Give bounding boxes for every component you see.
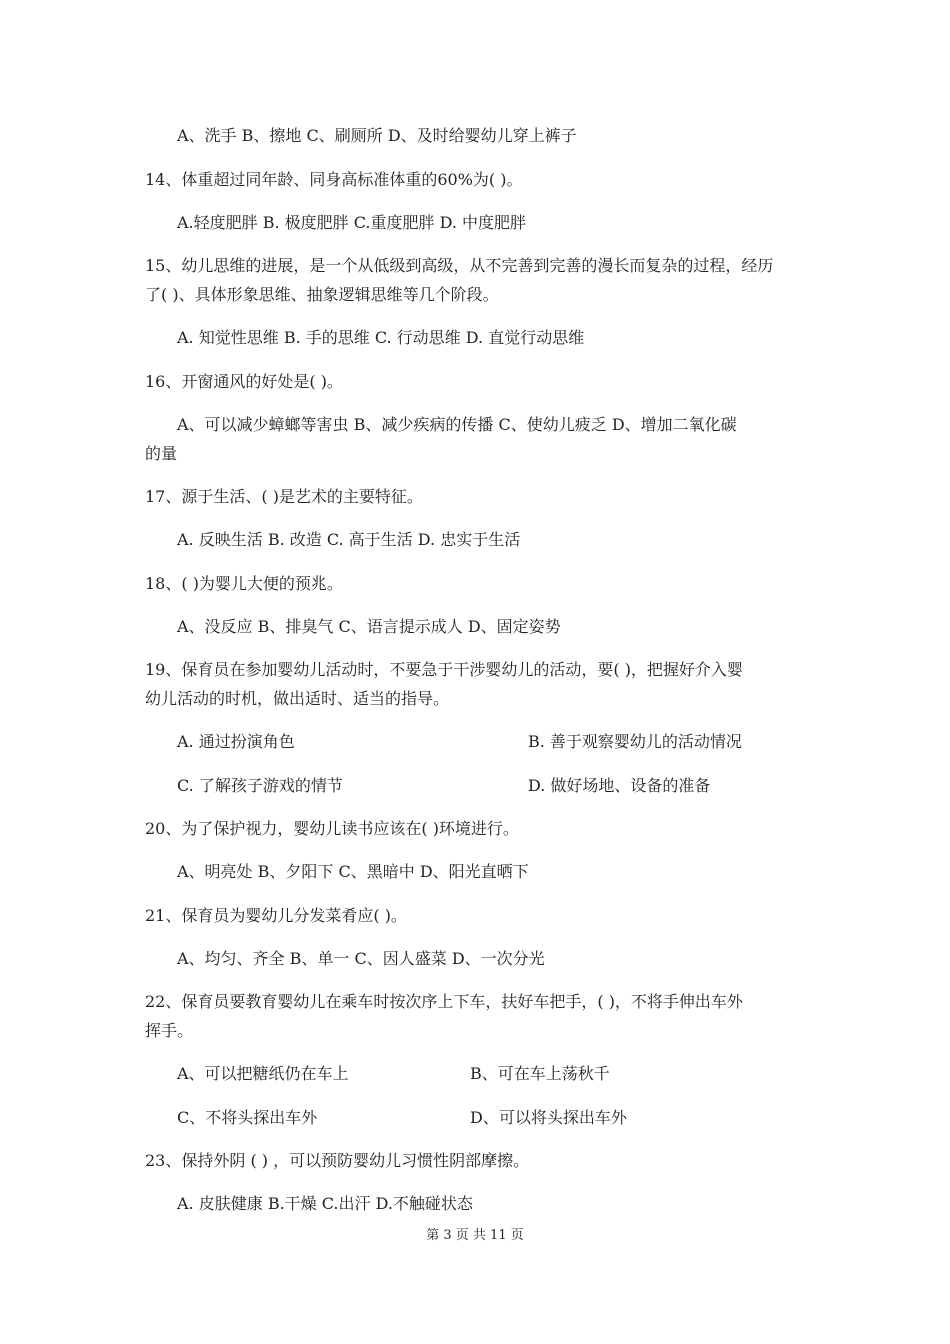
question-22-line2: 挥手。 (145, 1021, 194, 1040)
option-19-c: C. 了解孩子游戏的情节 (177, 776, 343, 795)
option-22-d: D、可以将头探出车外 (470, 1108, 627, 1127)
question-19-line2: 幼儿活动的时机，做出适时、适当的指导。 (145, 689, 450, 708)
page-footer: 第 3 页 共 11 页 (426, 1228, 524, 1243)
options-17: A. 反映生活 B. 改造 C. 高于生活 D. 忠实于生活 (177, 530, 521, 549)
question-14: 14、体重超过同年龄、同身高标准体重的60%为( )。 (145, 170, 523, 189)
options-13: A、洗手 B、擦地 C、刷厕所 D、及时给婴幼儿穿上裤子 (177, 126, 577, 145)
question-16: 16、开窗通风的好处是( )。 (145, 372, 343, 391)
question-20: 20、为了保护视力，婴幼儿读书应该在( )环境进行。 (145, 819, 519, 838)
question-15-line1: 15、幼儿思维的进展，是一个从低级到高级，从不完善到完善的漫长而复杂的过程，经历 (145, 256, 774, 275)
options-23: A. 皮肤健康 B.干燥 C.出汗 D.不触碰状态 (177, 1194, 473, 1213)
option-22-b: B、可在车上荡秋千 (470, 1064, 610, 1083)
options-16-line2: 的量 (145, 444, 178, 463)
question-15-line2: 了( )、具体形象思维、抽象逻辑思维等几个阶段。 (145, 285, 499, 304)
question-17: 17、源于生活、( )是艺术的主要特征。 (145, 487, 423, 506)
option-19-d: D. 做好场地、设备的准备 (528, 776, 711, 795)
option-22-a: A、可以把糖纸仍在车上 (177, 1064, 349, 1083)
option-19-a: A. 通过扮演角色 (177, 732, 295, 751)
options-20: A、明亮处 B、夕阳下 C、黑暗中 D、阳光直晒下 (177, 862, 529, 881)
options-15: A. 知觉性思维 B. 手的思维 C. 行动思维 D. 直觉行动思维 (177, 328, 585, 347)
question-19-line1: 19、保育员在参加婴幼儿活动时，不要急于干涉婴幼儿的活动，要( )，把握好介入婴 (145, 660, 743, 679)
options-21: A、均匀、齐全 B、单一 C、因人盛菜 D、一次分光 (177, 949, 545, 968)
option-19-b: B. 善于观察婴幼儿的活动情况 (528, 732, 742, 751)
question-21: 21、保育员为婴幼儿分发菜肴应( )。 (145, 906, 407, 925)
options-16-line1: A、可以减少蟑螂等害虫 B、减少疾病的传播 C、使幼儿疲乏 D、增加二氧化碳 (177, 415, 737, 434)
question-22-line1: 22、保育员要教育婴幼儿在乘车时按次序上下车，扶好车把手，( )，不将手伸出车外 (145, 992, 743, 1011)
question-23: 23、保持外阴 ( ) ，可以预防婴幼儿习惯性阴部摩擦。 (145, 1151, 530, 1170)
question-18: 18、( )为婴儿大便的预兆。 (145, 574, 343, 593)
options-14: A.轻度肥胖 B. 极度肥胖 C.重度肥胖 D. 中度肥胖 (177, 213, 527, 232)
option-22-c: C、不将头探出车外 (177, 1108, 318, 1127)
options-18: A、没反应 B、排臭气 C、语言提示成人 D、固定姿势 (177, 617, 561, 636)
